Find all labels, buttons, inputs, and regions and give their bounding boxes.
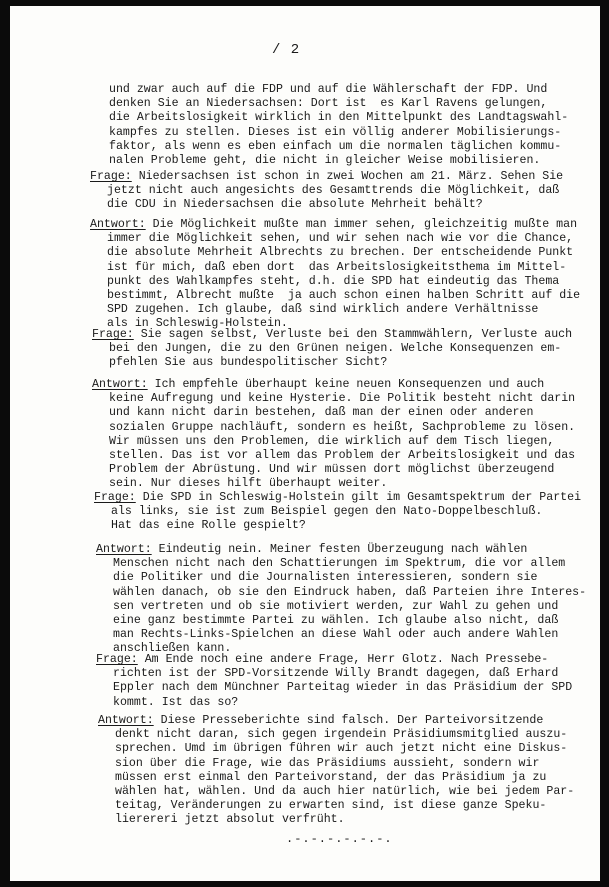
- text-line: lierereri jetzt absolut verfrüht.: [115, 813, 345, 827]
- text-line: [96, 653, 606, 667]
- text-line: teitag, Veränderungen zu erwarten sind, ist diese ganze Speku-: [115, 799, 547, 813]
- text-line: [92, 378, 602, 392]
- question-block: [92, 328, 602, 371]
- text-line: Wir müssen uns den Problemen, die wirklich auf dem Tisch liegen,: [109, 434, 555, 448]
- text-line: denken Sie an Niedersachsen: Dort ist es Karl Ravens gelungen,: [109, 97, 548, 111]
- text-line: denkt nicht daran, sich gegen irgendein Präsidiumsmitglied auszu-: [115, 728, 568, 742]
- text-line: wählen hat, wählen. Und da auch hier natürlich, wie bei jedem Par-: [115, 785, 575, 799]
- answer-block: [96, 543, 606, 657]
- line-text: Die Möglichkeit mußte man immer sehen, gleichzeitig mußte man: [145, 218, 578, 231]
- text-line: sion über die Frage, wie das Präsidiums aussieht, sondern wir: [115, 756, 540, 770]
- text-line: sozialen Gruppe nachläuft, sondern es heißt, Sachprobleme zu lösen.: [109, 420, 576, 434]
- speaker-label: Antwort:: [90, 218, 146, 231]
- text-line: SPD zugehen. Ich glaube, daß sind wirklich andere Verhältnisse: [107, 303, 539, 317]
- text-line: [94, 491, 604, 505]
- answer-block: [98, 714, 608, 828]
- text-line: als in Schleswig-Holstein.: [107, 317, 288, 331]
- text-line: sprechen. Umd im übrigen führen wir auch jetzt nicht eine Diskus-: [115, 742, 568, 756]
- text-line: nalen Probleme geht, die nicht in gleicher Weise mobilisieren.: [109, 154, 541, 168]
- text-line: [96, 543, 606, 557]
- text-line: [98, 714, 608, 728]
- text-line: faktor, als wenn es eben einfach um die normalen täglichen kommu-: [109, 139, 562, 153]
- text-line: Menschen nicht nach den Schattierungen im Spektrum, die vor allem: [113, 557, 566, 571]
- line-text: Die SPD in Schleswig-Holstein gilt im Gesamtspektrum der Partei: [135, 491, 582, 504]
- line-text: Sie sagen selbst, Verluste bei den Stammwählern, Verluste auch: [133, 328, 573, 341]
- question-block: [96, 653, 606, 710]
- text-line: müssen erst einmal den Parteivorstand, der das Präsidium ja zu: [115, 770, 547, 784]
- line-text: Niedersachsen ist schon in zwei Wochen am 21. März. Sehen Sie: [131, 170, 564, 183]
- speaker-label: Frage:: [90, 170, 132, 183]
- text-line: richten ist der SPD-Vorsitzende Willy Brandt dagegen, daß Erhard: [113, 667, 559, 681]
- text-line: kommt. Ist das so?: [113, 695, 239, 709]
- text-line: sein. Nur dieses hilft überhaupt weiter.: [109, 477, 388, 491]
- text-line: [90, 170, 600, 184]
- text-line: bei den Jungen, die zu den Grünen neigen. Welche Konsequenzen em-: [109, 342, 562, 356]
- page-number: / 2: [272, 42, 301, 58]
- speaker-label: Frage:: [94, 491, 136, 504]
- text-line: Eppler nach dem Münchner Parteitag wieder in das Präsidium der SPD: [113, 681, 573, 695]
- text-line: und zwar auch auf die FDP und auf die Wählerschaft der FDP. Und: [109, 83, 548, 96]
- document-page: [10, 6, 600, 881]
- speaker-label: Frage:: [96, 653, 138, 666]
- text-line: die absolute Mehrheit Albrechts zu brechen. Der entscheidende Punkt: [107, 246, 574, 260]
- text-line: pfehlen Sie aus bundespolitischer Sicht?: [109, 356, 388, 370]
- text-line: Hat das eine Rolle gespielt?: [111, 519, 306, 533]
- text-line: [90, 218, 600, 232]
- text-line: und kann nicht darin bestehen, daß man der einen oder anderen: [109, 406, 534, 420]
- text-line: Problem der Abrüstung. Und wir müssen dort möglichst überzeugend: [109, 463, 555, 477]
- text-line: anschließen kann.: [113, 642, 232, 656]
- line-text: Eindeutig nein. Meiner festen Überzeugung nach wählen: [151, 543, 528, 556]
- answer-block: [92, 378, 602, 492]
- text-line: bestimmt, Albrecht mußte ja auch schon einen halben Schritt auf die: [107, 289, 581, 303]
- text-line: jetzt nicht auch angesichts des Gesamttrends die Möglichkeit, daß: [107, 184, 560, 198]
- text-line: immer die Möglichkeit sehen, und wir sehen nach wie vor die Chance,: [107, 232, 574, 246]
- speaker-label: Antwort:: [98, 714, 154, 727]
- speaker-label: Frage:: [92, 328, 134, 341]
- text-line: punkt des Wahlkampfes steht, d.h. die SPD hat eindeutig das Thema: [107, 274, 560, 288]
- line-text: Am Ende noch eine andere Frage, Herr Glotz. Nach Pressebe-: [137, 653, 549, 666]
- answer-block: [90, 218, 600, 332]
- text-line: als links, sie ist zum Beispiel gegen den Nato-Doppelbeschluß.: [111, 505, 543, 519]
- text-line: die CDU in Niedersachsen die absolute Mehrheit behält?: [107, 198, 483, 212]
- question-block: [90, 170, 600, 213]
- text-line: die Arbeitslosigkeit wirklich in den Mittelpunkt des Landtagswahl-: [109, 111, 569, 125]
- question-block: [94, 491, 604, 534]
- speaker-label: Antwort:: [92, 378, 148, 391]
- end-marker: .-.-.-.-.-.-.: [286, 832, 393, 846]
- text-line: keine Aufregung und keine Hysterie. Die Politik besteht nicht darin: [109, 392, 576, 406]
- line-text: Ich empfehle überhaupt keine neuen Konsequenzen und auch: [147, 378, 545, 391]
- text-line: ist für mich, daß eben dort das Arbeitslosigkeitsthema im Mittel-: [107, 260, 567, 274]
- text-line: kampfes zu stellen. Dieses ist ein völlig anderer Mobilisierungs-: [109, 125, 562, 139]
- speaker-label: Antwort:: [96, 543, 152, 556]
- text-line: stellen. Das ist vor allem das Problem der Arbeitslosigkeit und das: [109, 449, 576, 463]
- text-line: die Politiker und die Journalisten interessieren, sondern sie: [113, 571, 538, 585]
- text-line: man Rechts-Links-Spielchen an diese Wahl oder auch andere Wahlen: [113, 628, 559, 642]
- text-line: eine ganz bestimmte Partei zu wählen. Ich glaube also nicht, daß: [113, 614, 559, 628]
- text-line: sen vertreten und ob sie motiviert werden, zur Wahl zu gehen und: [113, 599, 559, 613]
- paragraph-block: [109, 83, 609, 168]
- text-line: [92, 328, 602, 342]
- line-text: Diese Presseberichte sind falsch. Der Parteivorsitzende: [153, 714, 544, 727]
- text-line: wählen danach, ob sie den Eindruck haben, daß Parteien ihre Interes-: [113, 585, 587, 599]
